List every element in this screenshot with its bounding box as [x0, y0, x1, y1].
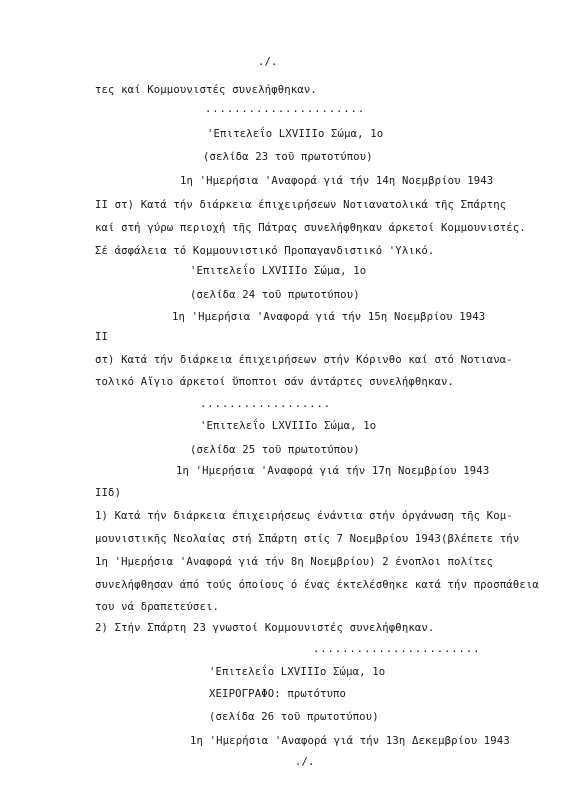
dotted-separator: .................. — [200, 398, 332, 410]
dotted-separator: ...................... — [205, 103, 366, 115]
text-line: μουνιστικῆς Νεολαίας στή Σπάρτη στίς 7 Νοεμβρίου 1943(βλέπετε τήν — [95, 533, 520, 545]
text-line: Σέ άσφάλεια τό Κομμουνιστικό Προπαγανδιστικό 'Υλικό. — [95, 245, 435, 257]
text-line: 1) Κατά τήν διάρκεια έπιχειρήσεως ένάντια στήν όργάνωση τῆς Κομ- — [95, 510, 513, 522]
source-unit: 'Επιτελεΐο LXVIIIο Σώμα, 1ο — [190, 265, 367, 277]
text-line: καί στή γύρω περιοχή τῆς Πάτρας συνελήφθηκαν άρκετοί Κομμουνιστές. — [95, 222, 526, 234]
source-page: (σελίδα 24 τοῦ πρωτοτύπου) — [190, 289, 360, 301]
source-page: (σελίδα 23 τοῦ πρωτοτύπου) — [203, 151, 373, 163]
source-unit: 'Επιτελεΐο LXVIIIο Σώμα, 1ο — [207, 128, 384, 140]
source-page: (σελίδα 25 τοῦ πρωτοτύπου) — [190, 444, 360, 456]
source-report: 1η 'Ημερήσια 'Αναφορά γιά τήν 17η Νοεμβρίου 1943 — [176, 465, 490, 477]
dotted-separator: ....................... — [313, 643, 481, 655]
top-page-marker: ./. — [258, 56, 278, 68]
source-note: ΧΕΙΡΟΓΡΑΦΟ: πρωτότυπο — [209, 688, 347, 700]
section-heading: IIδ) — [95, 487, 122, 499]
text-line: 2) Στήν Σπάρτη 23 γνωστοί Κομμουνιστές συνελήφθηκαν. — [95, 622, 435, 634]
section-heading: II — [95, 331, 109, 343]
text-line: τολικό Αἴγιο άρκετοί ὕποπτοι σάν άντάρτες συνελήφθηκαν. — [95, 376, 455, 388]
source-report: 1η 'Ημερήσια 'Αναφορά γιά τήν 13η Δεκεμβρίου 1943 — [190, 735, 510, 747]
source-unit: 'Επιτελεΐο LXVIIIο Σώμα, 1ο — [200, 420, 377, 432]
text-line: II στ) Κατά τήν διάρκεια έπιχειρήσεων Νοτιανατολικά τῆς Σπάρτης — [95, 199, 507, 211]
source-page: (σελίδα 26 τοῦ πρωτοτύπου) — [209, 711, 379, 723]
bottom-page-marker: ./. — [295, 756, 315, 768]
text-line: στ) Κατά τήν διάρκεια έπιχειρήσεων στήν Κόρινθο καί στό Νοτιανα- — [95, 354, 513, 366]
source-report: 1η 'Ημερήσια 'Αναφορά γιά τήν 15η Νοεμβρίου 1943 — [172, 311, 486, 323]
text-line: τες καί Κομμουνιστές συνελήφθηκαν. — [95, 84, 317, 96]
text-line: 1η 'Ημερήσια 'Αναφορά γιά τήν 8η Νοεμβρίου) 2 ένοπλοι πολίτες — [95, 556, 494, 568]
source-unit: 'Επιτελεΐο LXVIIIο Σώμα, 1ο — [209, 666, 386, 678]
text-line: συνελήφθησαν άπό τούς όποίους ό ένας έκτελέσθηκε κατά τήν προσπάθεια — [95, 579, 539, 591]
text-line: του νά δραπετεύσει. — [95, 601, 220, 613]
source-report: 1η 'Ημερήσια 'Αναφορά γιά τήν 14η Νοεμβρίου 1943 — [180, 175, 494, 187]
